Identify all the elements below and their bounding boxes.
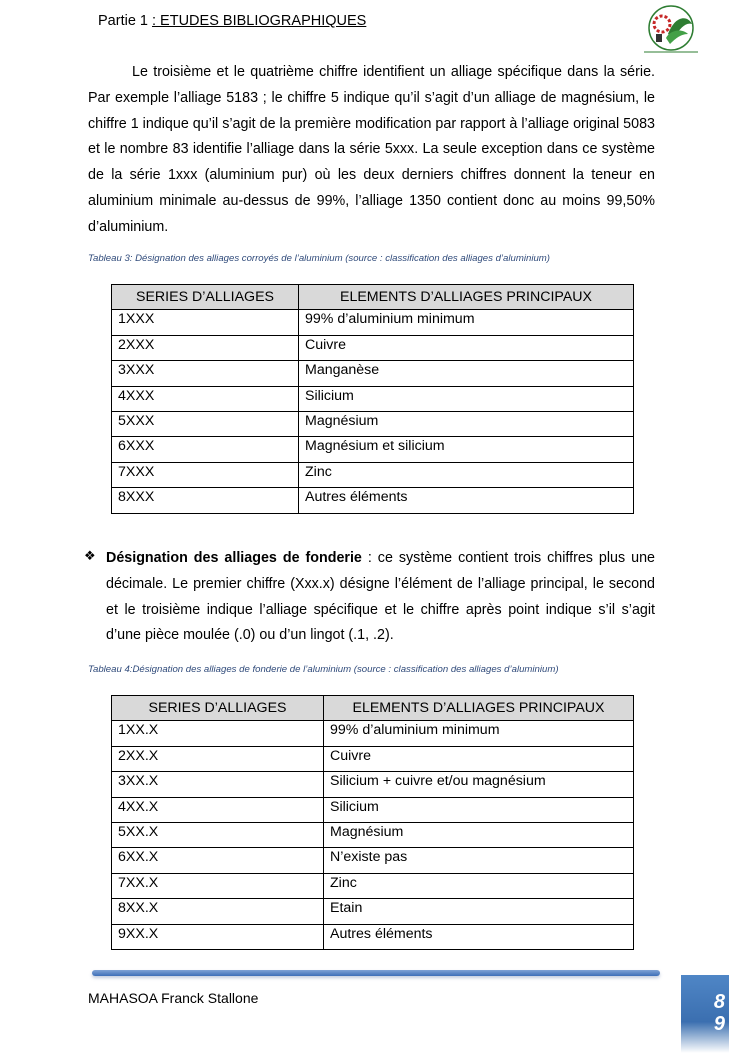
intro-paragraph: Le troisième et le quatrième chiffre identifient un alliage spécifique dans la série. Par exemple l’alliage 5183 ; le chiffre 5 indique qu’il s’agit d’un alliage de magnésium, le chiffre 1 indique qu’il s’agit de la première modification par rapport à l’alliage original 5083 et le nombre 83 identifie l’alliage dans la série 5xxx. La seule exception dans ce système de la série 1xxx (aluminium pur) où les deux derniers chiffres donnent la teneur en aluminium minimale au-dessus de 99%, l’alliage 1350 contient donc au moins 99,50% d’aluminium. (88, 64, 655, 235)
series-cell: 5XXX (112, 411, 299, 436)
table3-caption: Tableau 3: Désignation des alliages corroyés de l’aluminium (source : classification des alliages d’aluminium) (88, 253, 550, 264)
series-cell: 8XX.X (112, 899, 324, 924)
elements-cell: Silicium (324, 797, 634, 822)
series-cell: 3XX.X (112, 772, 324, 797)
column-header-elements: ELEMENTS D’ALLIAGES PRINCIPAUX (299, 285, 634, 310)
table4-caption: Tableau 4:Désignation des alliages de fonderie de l’aluminium (source : classification des alliages d’aluminium) (88, 664, 559, 675)
table-header-row (112, 696, 634, 721)
table-header-row (112, 285, 634, 310)
elements-cell: Cuivre (299, 335, 634, 360)
page-number-main: 8 (713, 991, 725, 1013)
casting-alloys-table (111, 695, 634, 950)
series-cell: 4XXX (112, 386, 299, 411)
elements-cell: Manganèse (299, 361, 634, 386)
elements-cell: Autres éléments (299, 488, 634, 513)
table-row (112, 873, 634, 898)
elements-cell: Magnésium (299, 411, 634, 436)
elements-cell: Magnésium et silicium (299, 437, 634, 462)
elements-cell: Autres éléments (324, 924, 634, 949)
series-cell: 6XXX (112, 437, 299, 462)
table-row (112, 437, 634, 462)
header-prefix: Partie 1 (98, 13, 152, 29)
series-cell: 1XXX (112, 310, 299, 335)
elements-cell: Silicium + cuivre et/ou magnésium (324, 772, 634, 797)
series-cell: 2XX.X (112, 746, 324, 771)
footer-divider (92, 970, 660, 976)
bullet-body: : ce système contient trois chiffres plus une décimale. Le premier chiffre (Xxx.x) désigne l’élément de l’alliage principal, le second et le troisième indique l’alliage spécifique et le chiffre après point indique s’il s’agit d’une pièce moulée (.0) ou d’un lingot (.1, .2). (106, 550, 655, 644)
column-header-series: SERIES D’ALLIAGES (112, 696, 324, 721)
table-row (112, 361, 634, 386)
series-cell: 9XX.X (112, 924, 324, 949)
table-row (112, 772, 634, 797)
table-row (112, 310, 634, 335)
table-row (112, 924, 634, 949)
column-header-series: SERIES D’ALLIAGES (112, 285, 299, 310)
institution-logo (636, 4, 706, 56)
page-number-box (681, 975, 729, 1053)
table-row (112, 335, 634, 360)
elements-cell: Zinc (299, 462, 634, 487)
elements-cell: N’existe pas (324, 848, 634, 873)
table-row (112, 848, 634, 873)
series-cell: 6XX.X (112, 848, 324, 873)
table-row (112, 822, 634, 847)
bullet-paragraph (106, 546, 655, 649)
table-row (112, 899, 634, 924)
column-header-elements: ELEMENTS D’ALLIAGES PRINCIPAUX (324, 696, 634, 721)
series-cell: 2XXX (112, 335, 299, 360)
elements-cell: 99% d’aluminium minimum (324, 721, 634, 746)
series-cell: 1XX.X (112, 721, 324, 746)
elements-cell: Silicium (299, 386, 634, 411)
series-cell: 4XX.X (112, 797, 324, 822)
elements-cell: Etain (324, 899, 634, 924)
page-number (681, 991, 725, 1035)
header-title: : ETUDES BIBLIOGRAPHIQUES (152, 13, 367, 29)
wrought-alloys-table (111, 284, 634, 514)
table-row (112, 797, 634, 822)
bullet-heading: Désignation des alliages de fonderie (106, 550, 362, 566)
table-row (112, 411, 634, 436)
elements-cell: Magnésium (324, 822, 634, 847)
page-number-suffix: 9 (713, 1013, 725, 1035)
series-cell: 8XXX (112, 488, 299, 513)
series-cell: 7XXX (112, 462, 299, 487)
elements-cell: Zinc (324, 873, 634, 898)
footer-author: MAHASOA Franck Stallone (88, 990, 259, 1006)
series-cell: 7XX.X (112, 873, 324, 898)
table-row (112, 721, 634, 746)
series-cell: 3XXX (112, 361, 299, 386)
table-row (112, 488, 634, 513)
series-cell: 5XX.X (112, 822, 324, 847)
elements-cell: Cuivre (324, 746, 634, 771)
elements-cell: 99% d’aluminium minimum (299, 310, 634, 335)
diamond-bullet-icon: ❖ (84, 548, 96, 563)
page-header (98, 13, 366, 29)
table-row (112, 386, 634, 411)
table-row (112, 462, 634, 487)
table-row (112, 746, 634, 771)
